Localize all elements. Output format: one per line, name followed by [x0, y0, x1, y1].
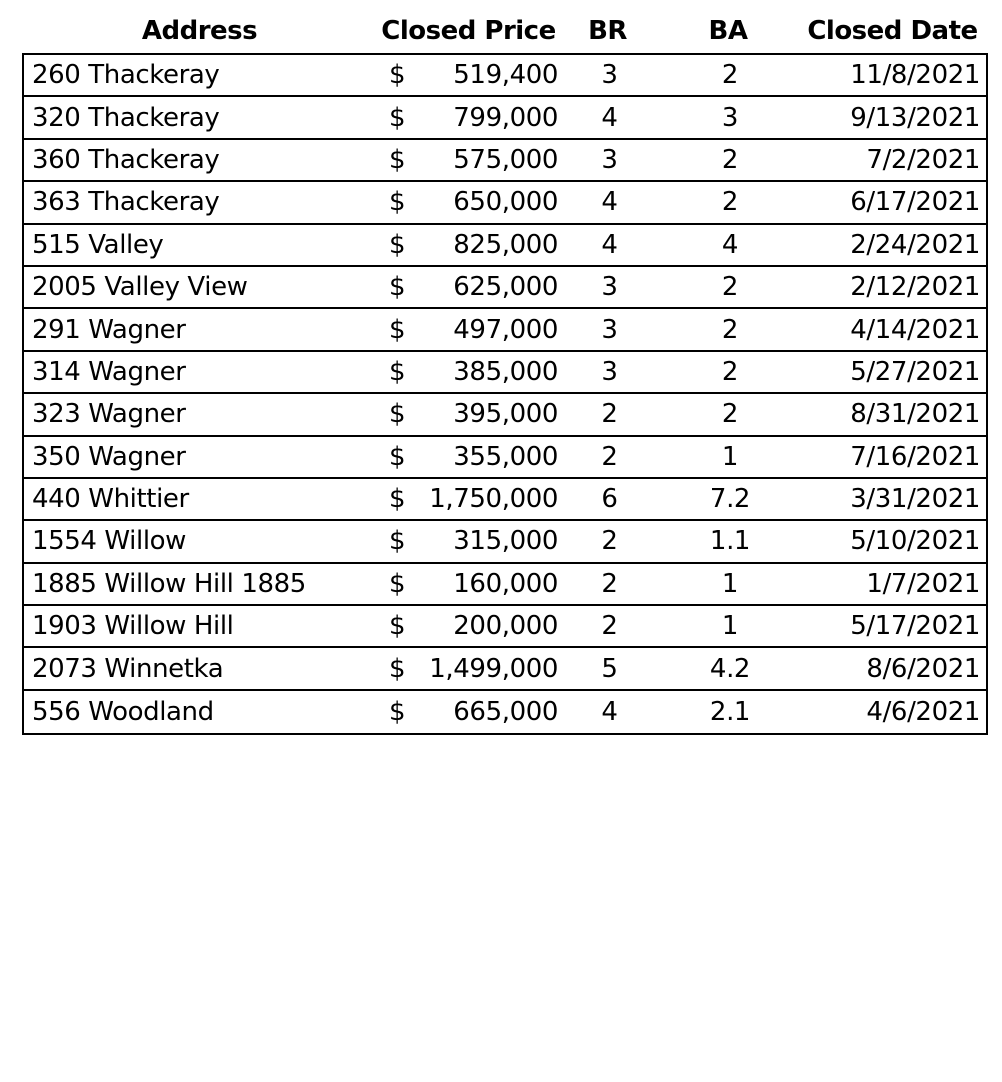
- table-row: [24, 352, 986, 394]
- price-value: 385,000: [453, 356, 558, 387]
- cell-address[interactable]: 350 Wagner: [32, 441, 186, 472]
- price-value: 575,000: [453, 144, 558, 175]
- cell-address[interactable]: 260 Thackeray: [32, 60, 220, 91]
- cell-closed-price[interactable]: [379, 697, 562, 727]
- cell-ba[interactable]: 2: [721, 144, 739, 175]
- header-br: BR: [588, 16, 627, 46]
- price-value: 355,000: [453, 441, 558, 472]
- currency-symbol: $: [389, 356, 406, 387]
- cell-br[interactable]: 4: [601, 229, 618, 260]
- cell-closed-price[interactable]: [379, 357, 562, 387]
- cell-address[interactable]: 360 Thackeray: [32, 144, 220, 175]
- cell-closed-price[interactable]: [379, 569, 562, 599]
- table-row: [24, 648, 986, 690]
- cell-closed-date[interactable]: 9/13/2021: [850, 102, 980, 133]
- cell-address[interactable]: 314 Wagner: [32, 356, 186, 387]
- cell-address[interactable]: 1554 Willow: [32, 526, 187, 557]
- cell-br[interactable]: 3: [601, 356, 618, 387]
- table-row: [24, 140, 986, 182]
- price-value: 825,000: [453, 229, 558, 260]
- cell-address[interactable]: 1885 Willow Hill 1885: [32, 568, 306, 599]
- cell-closed-date[interactable]: 2/12/2021: [850, 272, 980, 303]
- cell-closed-price[interactable]: [379, 230, 562, 260]
- cell-closed-date[interactable]: 8/6/2021: [866, 653, 980, 684]
- cell-closed-price[interactable]: [379, 145, 562, 175]
- price-value: 1,750,000: [429, 484, 558, 515]
- cell-ba[interactable]: 1.1: [709, 526, 751, 557]
- cell-address[interactable]: 2073 Winnetka: [32, 653, 224, 684]
- cell-ba[interactable]: 2: [721, 60, 739, 91]
- cell-closed-date[interactable]: 1/7/2021: [866, 568, 980, 599]
- price-value: 497,000: [453, 314, 558, 345]
- cell-closed-price[interactable]: [379, 654, 562, 684]
- table-row: [24, 182, 986, 224]
- cell-br[interactable]: 3: [601, 314, 618, 345]
- currency-symbol: $: [389, 697, 406, 728]
- cell-closed-date[interactable]: 5/10/2021: [850, 526, 980, 557]
- cell-address[interactable]: 515 Valley: [32, 229, 164, 260]
- table-row: [24, 394, 986, 436]
- table-row: [24, 606, 986, 648]
- currency-symbol: $: [389, 611, 406, 642]
- table-row: [24, 225, 986, 267]
- cell-br[interactable]: 2: [601, 568, 618, 599]
- cell-ba[interactable]: 2: [721, 399, 739, 430]
- currency-symbol: $: [389, 144, 406, 175]
- table-row: [24, 691, 986, 733]
- cell-ba[interactable]: 2: [721, 356, 739, 387]
- currency-symbol: $: [389, 60, 406, 91]
- cell-ba[interactable]: 3: [721, 102, 739, 133]
- cell-closed-date[interactable]: 5/27/2021: [850, 356, 980, 387]
- header-closed-price: Closed Price: [381, 16, 556, 46]
- cell-ba[interactable]: 4: [721, 229, 739, 260]
- table-row: [24, 437, 986, 479]
- cell-closed-price[interactable]: [379, 272, 562, 302]
- cell-closed-price[interactable]: [379, 315, 562, 345]
- currency-symbol: $: [389, 526, 406, 557]
- price-value: 650,000: [453, 187, 558, 218]
- price-value: 395,000: [453, 399, 558, 430]
- cell-address[interactable]: 2005 Valley View: [32, 272, 248, 303]
- price-value: 519,400: [453, 60, 558, 91]
- cell-closed-date[interactable]: 11/8/2021: [850, 60, 980, 91]
- cell-closed-date[interactable]: 7/2/2021: [866, 144, 980, 175]
- cell-address[interactable]: 323 Wagner: [32, 399, 186, 430]
- cell-closed-date[interactable]: 3/31/2021: [850, 484, 980, 515]
- table-row: [24, 309, 986, 351]
- cell-closed-date[interactable]: 6/17/2021: [850, 187, 980, 218]
- price-value: 625,000: [453, 272, 558, 303]
- cell-closed-price[interactable]: [379, 484, 562, 514]
- price-value: 665,000: [453, 697, 558, 728]
- cell-address[interactable]: 363 Thackeray: [32, 187, 220, 218]
- cell-br[interactable]: 4: [601, 697, 618, 728]
- cell-ba[interactable]: 4.2: [709, 653, 751, 684]
- cell-ba[interactable]: 1: [721, 611, 739, 642]
- cell-br[interactable]: 3: [601, 144, 618, 175]
- cell-closed-price[interactable]: [379, 399, 562, 429]
- cell-ba[interactable]: 2: [721, 187, 739, 218]
- cell-closed-price[interactable]: [379, 60, 562, 90]
- table-header: [22, 9, 988, 53]
- cell-ba[interactable]: 2: [721, 272, 739, 303]
- currency-symbol: $: [389, 441, 406, 472]
- cell-closed-price[interactable]: [379, 442, 562, 472]
- cell-br[interactable]: 2: [601, 611, 618, 642]
- cell-ba[interactable]: 1: [721, 441, 739, 472]
- cell-address[interactable]: 440 Whittier: [32, 484, 189, 515]
- cell-br[interactable]: 6: [601, 484, 618, 515]
- currency-symbol: $: [389, 187, 406, 218]
- currency-symbol: $: [389, 229, 406, 260]
- cell-ba[interactable]: 1: [721, 568, 739, 599]
- currency-symbol: $: [389, 484, 406, 515]
- home-sales-table: [22, 9, 988, 735]
- price-value: 200,000: [453, 611, 558, 642]
- header-closed-date: Closed Date: [807, 16, 978, 46]
- price-value: 1,499,000: [429, 653, 558, 684]
- cell-closed-date[interactable]: 4/6/2021: [866, 697, 980, 728]
- cell-br[interactable]: 5: [601, 653, 618, 684]
- currency-symbol: $: [389, 568, 406, 599]
- table-row: [24, 267, 986, 309]
- price-value: 315,000: [453, 526, 558, 557]
- cell-address[interactable]: 1903 Willow Hill: [32, 611, 234, 642]
- table-row: [24, 55, 986, 97]
- cell-br[interactable]: 2: [601, 526, 618, 557]
- cell-closed-price[interactable]: [379, 103, 562, 133]
- cell-address[interactable]: 556 Woodland: [32, 697, 214, 728]
- cell-closed-price[interactable]: [379, 611, 562, 641]
- table-row: [24, 479, 986, 521]
- cell-br[interactable]: 3: [601, 60, 618, 91]
- cell-br[interactable]: 2: [601, 441, 618, 472]
- header-address: Address: [141, 16, 258, 46]
- cell-br[interactable]: 3: [601, 272, 618, 303]
- cell-ba[interactable]: 2.1: [709, 697, 751, 728]
- currency-symbol: $: [389, 653, 406, 684]
- cell-address[interactable]: 291 Wagner: [32, 314, 186, 345]
- table-body: [22, 53, 988, 735]
- currency-symbol: $: [389, 102, 406, 133]
- cell-closed-date[interactable]: 7/16/2021: [850, 441, 980, 472]
- cell-ba[interactable]: 2: [721, 314, 739, 345]
- cell-br[interactable]: 4: [601, 102, 618, 133]
- currency-symbol: $: [389, 399, 406, 430]
- cell-closed-date[interactable]: 8/31/2021: [850, 399, 980, 430]
- cell-br[interactable]: 4: [601, 187, 618, 218]
- cell-br[interactable]: 2: [601, 399, 618, 430]
- cell-closed-date[interactable]: 5/17/2021: [850, 611, 980, 642]
- header-ba: BA: [708, 16, 748, 46]
- price-value: 799,000: [453, 102, 558, 133]
- currency-symbol: $: [389, 272, 406, 303]
- table-row: [24, 521, 986, 563]
- table-row: [24, 564, 986, 606]
- cell-closed-price[interactable]: [379, 187, 562, 217]
- price-value: 160,000: [453, 568, 558, 599]
- table-row: [24, 97, 986, 139]
- cell-closed-date[interactable]: 2/24/2021: [850, 229, 980, 260]
- cell-address[interactable]: 320 Thackeray: [32, 102, 220, 133]
- cell-closed-date[interactable]: 4/14/2021: [850, 314, 980, 345]
- cell-ba[interactable]: 7.2: [709, 484, 751, 515]
- cell-closed-price[interactable]: [379, 526, 562, 556]
- currency-symbol: $: [389, 314, 406, 345]
